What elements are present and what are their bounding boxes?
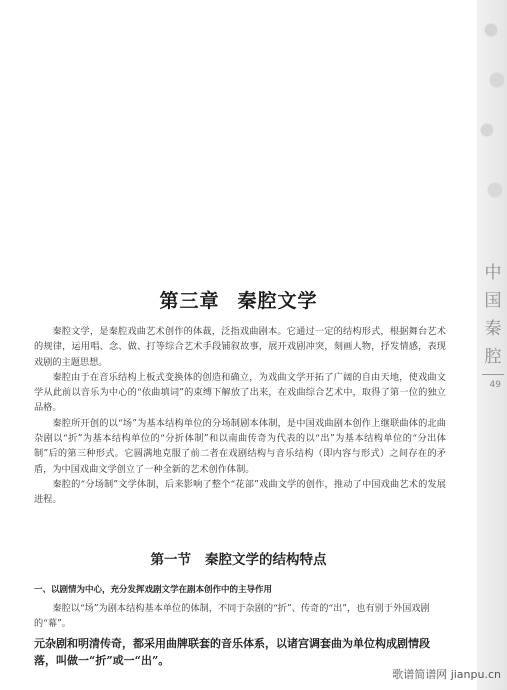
paragraph: 元杂剧和明清传奇，都采用曲牌联套的音乐体系，以诸宫调套曲为单位构成剧情段落，叫做一“折”或一“出”。	[34, 637, 430, 667]
section-title: 秦腔文学的结构特点	[205, 552, 327, 568]
chapter-heading	[0, 286, 477, 313]
chapter-body	[34, 324, 446, 508]
page-number: 49	[489, 380, 501, 390]
subheading: 一、以剧情为中心，充分发挥戏剧文学在剧本创作中的主导作用	[34, 585, 273, 595]
paragraph: 秦腔以“场”为剧本结构基本单位的体制，不同于杂剧的“折”、传奇的“出”，也有别于外国戏剧的“幕”。	[34, 603, 430, 630]
section-number: 第一节	[150, 552, 191, 568]
side-title-char: 秦	[484, 319, 502, 339]
side-book-title	[481, 262, 505, 368]
watermark: 歌谱简谱网 jianpu.cn	[392, 668, 501, 681]
cloud-pattern	[477, 0, 507, 250]
side-divider	[482, 374, 504, 375]
side-title-char: 腔	[484, 347, 502, 367]
chapter-title: 秦腔文学	[237, 290, 318, 312]
paragraph: 秦腔文学，是秦腔戏曲艺术创作的体裁，泛指戏曲剧本。它通过一定的结构形式，根据舞台艺术的规律，运用唱、念、做、打等综合艺术手段铺叙故事，展开戏剧冲突，刻画人物，抒发情感，表现戏剧的主题思想。	[34, 326, 446, 368]
side-title-char: 国	[484, 291, 502, 311]
side-title-char: 中	[484, 263, 502, 283]
paragraph: 秦腔的“分场制”文学体制，后来影响了整个“花部”戏曲文学的创作，推动了中国戏曲艺术的发展进程。	[34, 478, 446, 506]
section-heading	[0, 548, 477, 568]
chapter-number: 第三章	[159, 290, 220, 312]
section-body	[34, 601, 446, 632]
paragraph: 秦腔由于在音乐结构上板式变换体的创造和确立，为戏曲文学开拓了广阔的自由天地，使戏曲文学从此前以音乐为中心的“依曲填词”的束缚下解放了出来，在戏曲综合艺术中，取得了第一位的独立品格。	[34, 371, 446, 414]
bold-paragraph-block	[34, 635, 448, 669]
paragraph: 秦腔所开创的以“场”为基本结构单位的分场制剧本体制，是中国戏曲剧本创作上继联曲体的北曲杂剧以“折”为基本结构单位的“分折体制”和以南曲传奇为代表的以“出”为基本结构单位的“分出体制”后的第三种形式。它圆满地克服了前二者在戏剧结构与音乐结构（即内容与形式）之间存在的矛盾，为中国戏曲文学创立了一种全新的艺术创作体制。	[34, 417, 446, 475]
